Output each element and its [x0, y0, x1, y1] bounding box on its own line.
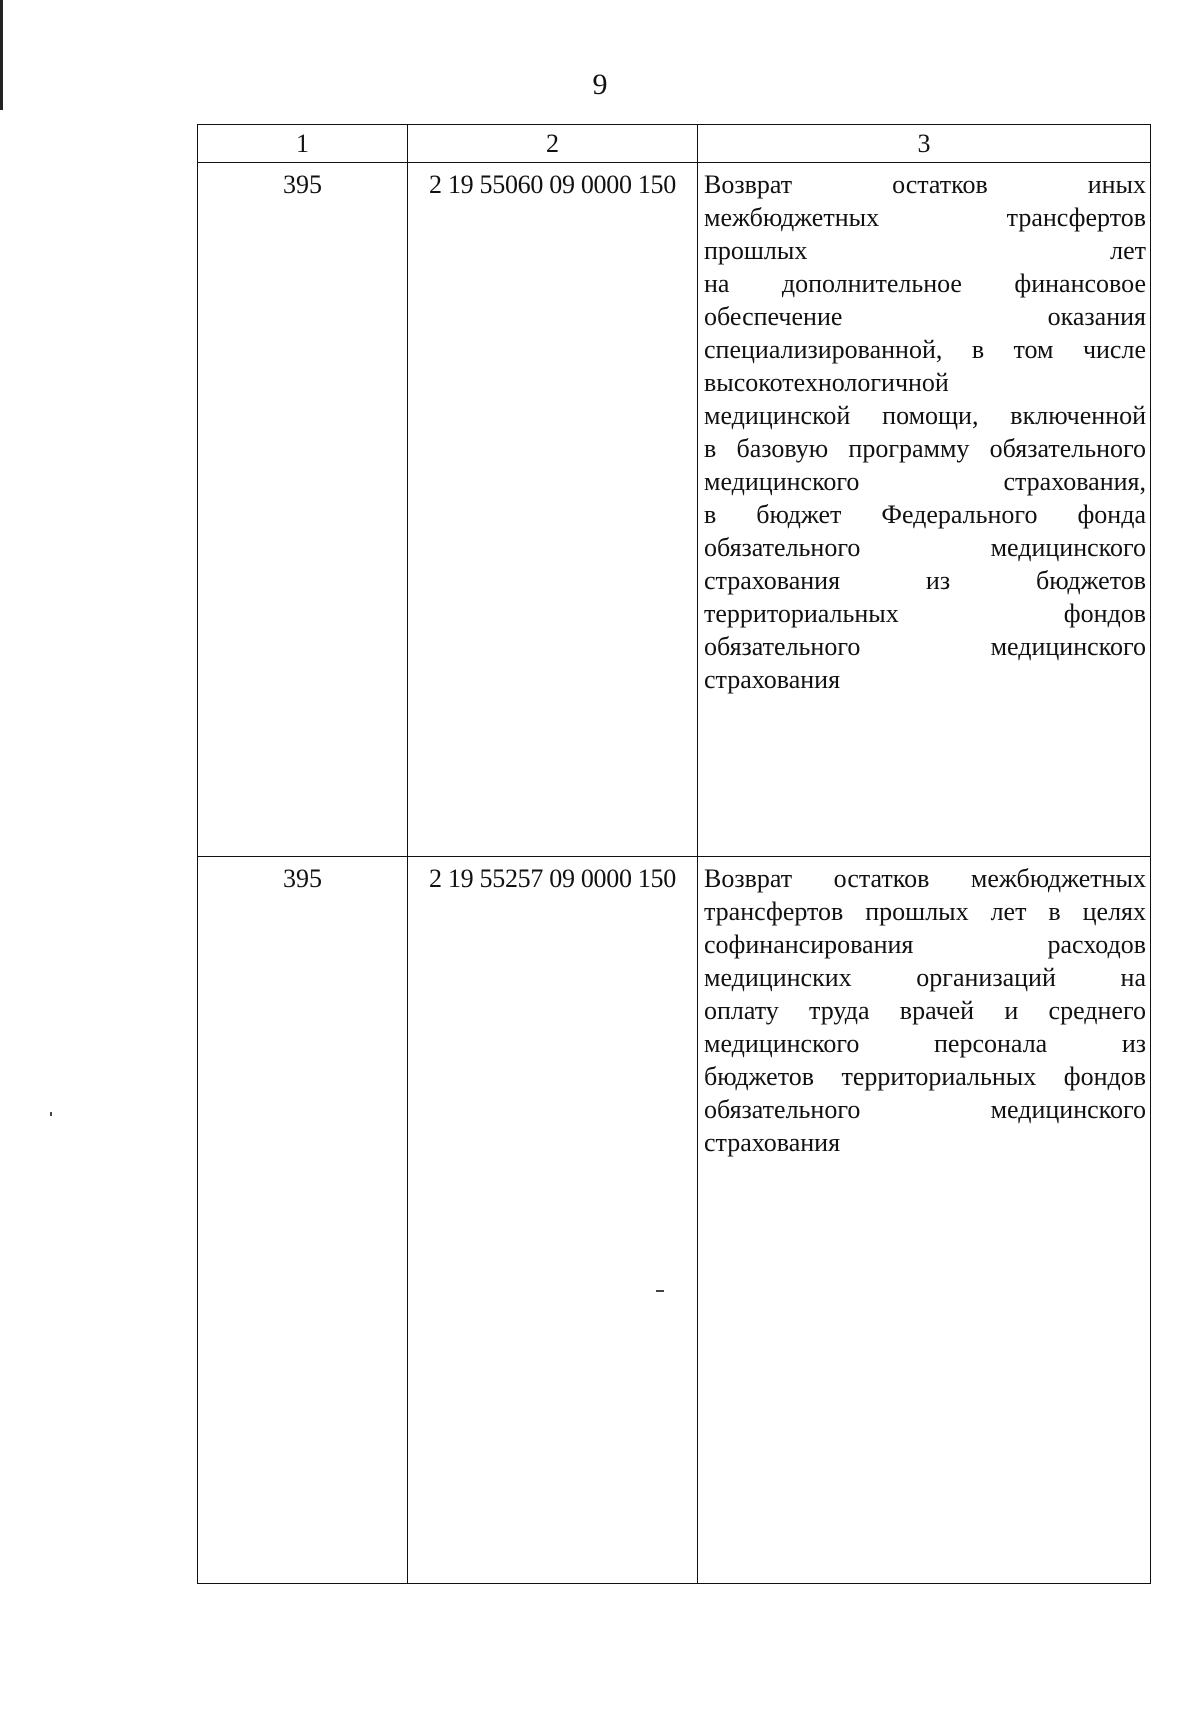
- description-line: межбюджетных трансфертов: [704, 203, 1146, 232]
- column-header-3: 3: [917, 129, 931, 158]
- description-line: бюджетов территориальных фондов: [704, 1062, 1146, 1091]
- description-line: трансфертов прошлых лет в целях: [704, 897, 1146, 926]
- description-line: страхования из бюджетов: [704, 566, 1146, 595]
- description-line: в базовую программу обязательного: [704, 434, 1146, 463]
- budget-code-table: [197, 124, 1151, 1584]
- kbk-code-cell: 2 19 55257 09 0000 150: [408, 857, 698, 1583]
- description-line: Возврат остатков иных: [704, 170, 1146, 199]
- description-line: специализированной, в том числе: [704, 335, 1146, 364]
- description-cell: [698, 163, 1150, 856]
- description-line: медицинских организаций на: [704, 963, 1146, 992]
- table-header-row: [198, 125, 1150, 163]
- description-line: прошлых лет: [704, 236, 1146, 265]
- description-line: обязательного медицинского: [704, 632, 1146, 661]
- kbk-code-cell: 2 19 55060 09 0000 150: [408, 163, 698, 856]
- description-line: софинансирования расходов: [704, 930, 1146, 959]
- description-cell: [698, 857, 1150, 1583]
- description-line: обеспечение оказания: [704, 302, 1146, 331]
- admin-code-cell: 395: [198, 857, 408, 1583]
- description-line: в бюджет Федерального фонда: [704, 500, 1146, 529]
- description-line: страхования: [704, 1128, 841, 1157]
- description-line: обязательного медицинского: [704, 1095, 1146, 1124]
- page-number: 9: [592, 68, 608, 101]
- description-line: страхования: [704, 665, 841, 694]
- column-header-1: 1: [198, 125, 408, 162]
- table-row: [198, 857, 1150, 1583]
- column-header-2: 2: [408, 125, 698, 162]
- description-line: медицинского страхования,: [704, 467, 1146, 496]
- scan-speck: [50, 1112, 52, 1116]
- admin-code-cell: 395: [198, 163, 408, 856]
- description-line: медицинского персонала из: [704, 1029, 1146, 1058]
- description-line: территориальных фондов: [704, 599, 1146, 628]
- description-line: высокотехнологичной: [704, 368, 949, 397]
- description-line: медицинской помощи, включенной: [704, 401, 1146, 430]
- description-line: обязательного медицинского: [704, 533, 1146, 562]
- description-line: на дополнительное финансовое: [704, 269, 1146, 298]
- description-line: Возврат остатков межбюджетных: [704, 864, 1146, 893]
- table-row: [198, 163, 1150, 857]
- description-line: оплату труда врачей и среднего: [704, 996, 1146, 1025]
